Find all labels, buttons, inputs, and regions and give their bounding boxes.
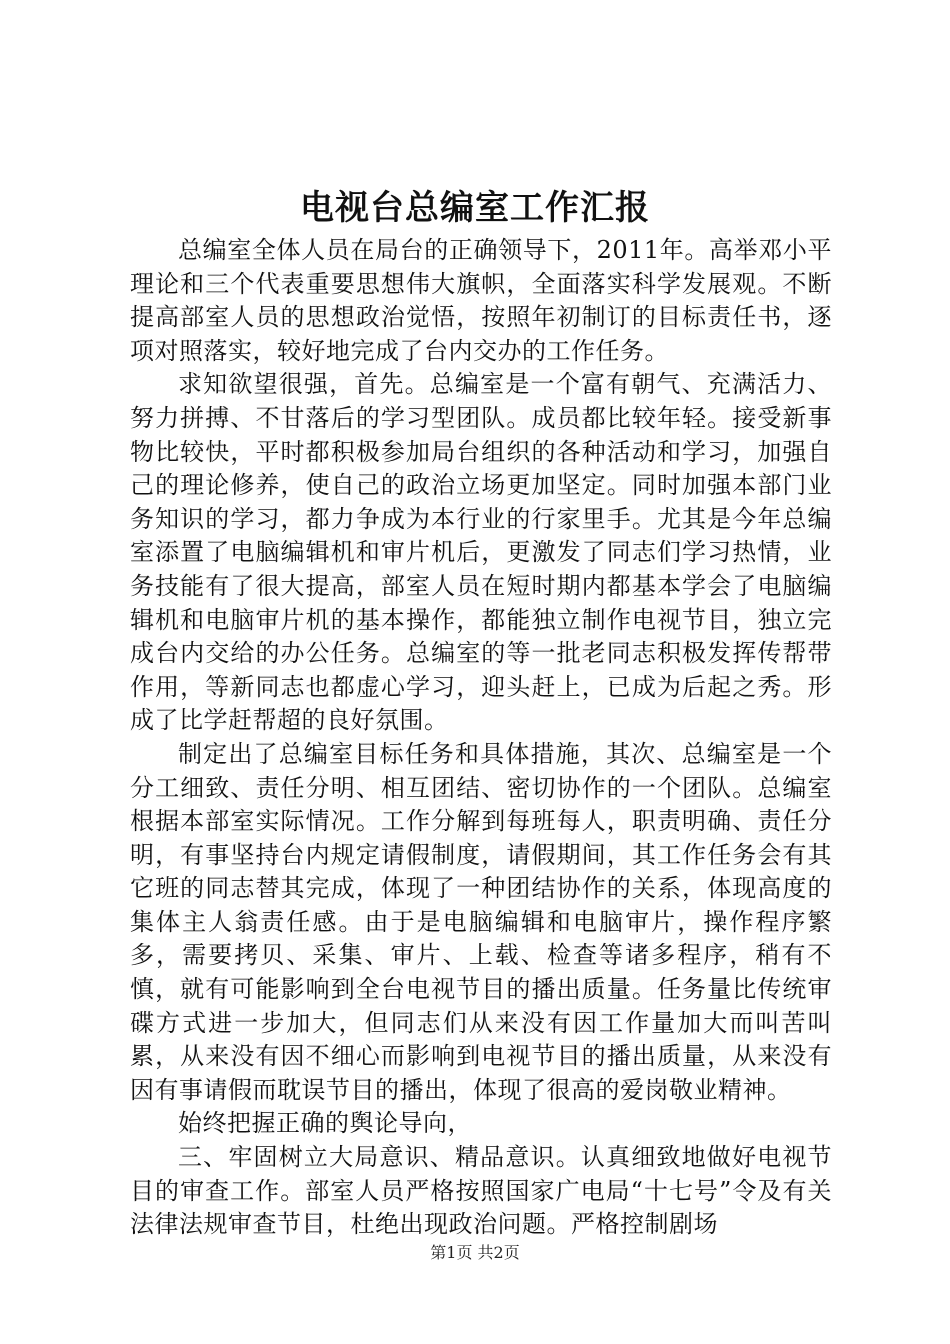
document-title: 电视台总编室工作汇报: [300, 188, 650, 228]
page-footer: 第1页 共2页: [430, 1243, 520, 1262]
paragraph: 三、牢固树立大局意识、精品意识。认真细致地做好电视节目的审查工作。部室人员严格按照国家广电局“十七号”令及有关法律法规审查节目，杜绝出现政治问题。严格控制剧场: [130, 1143, 832, 1239]
paragraph: 求知欲望很强，首先。总编室是一个富有朝气、充满活力、努力拼搏、不甘落后的学习型团队。成员都比较年轻。接受新事物比较快，平时都积极参加局台组织的各种活动和学习，加强自己的理论修养，使自己的政治立场更加坚定。同时加强本部门业务知识的学习，都力争成为本行业的行家里手。尤其是今年总编室添置了电脑编辑机和审片机后，更激发了同志们学习热情，业务技能有了很大提高，部室人员在短时期内都基本学会了电脑编辑机和电脑审片机的基本操作，都能独立制作电视节目，独立完成台内交给的办公任务。总编室的等一批老同志积极发挥传帮带作用，等新同志也都虚心学习，迎头赶上，已成为后起之秀。形成了比学赶帮超的良好氛围。: [130, 370, 832, 735]
paragraph: 制定出了总编室目标任务和具体措施，其次、总编室是一个分工细致、责任分明、相互团结、密切协作的一个团队。总编室根据本部室实际情况。工作分解到每班每人，职责明确、责任分明，有事坚持台内规定请假制度，请假期间，其工作任务会有其它班的同志替其完成，体现了一种团结协作的关系，体现高度的集体主人翁责任感。由于是电脑编辑和电脑审片，操作程序繁多，需要拷贝、采集、审片、上载、检查等诸多程序，稍有不慎，就有可能影响到全台电视节目的播出质量。任务量比传统审碟方式进一步加大，但同志们从来没有因工作量加大而叫苦叫累，从来没有因不细心而影响到电视节目的播出质量，从来没有因有事请假而耽误节目的播出，体现了很高的爱岗敬业精神。: [130, 739, 832, 1104]
paragraph: 总编室全体人员在局台的正确领导下，2011年。高举邓小平理论和三个代表重要思想伟大旗帜，全面落实科学发展观。不断提高部室人员的思想政治觉悟，按照年初制订的目标责任书，逐项对照落实，较好地完成了台内交办的工作任务。: [130, 236, 832, 365]
document-body: [130, 234, 832, 1242]
paragraph: 始终把握正确的舆论导向，: [178, 1109, 472, 1138]
